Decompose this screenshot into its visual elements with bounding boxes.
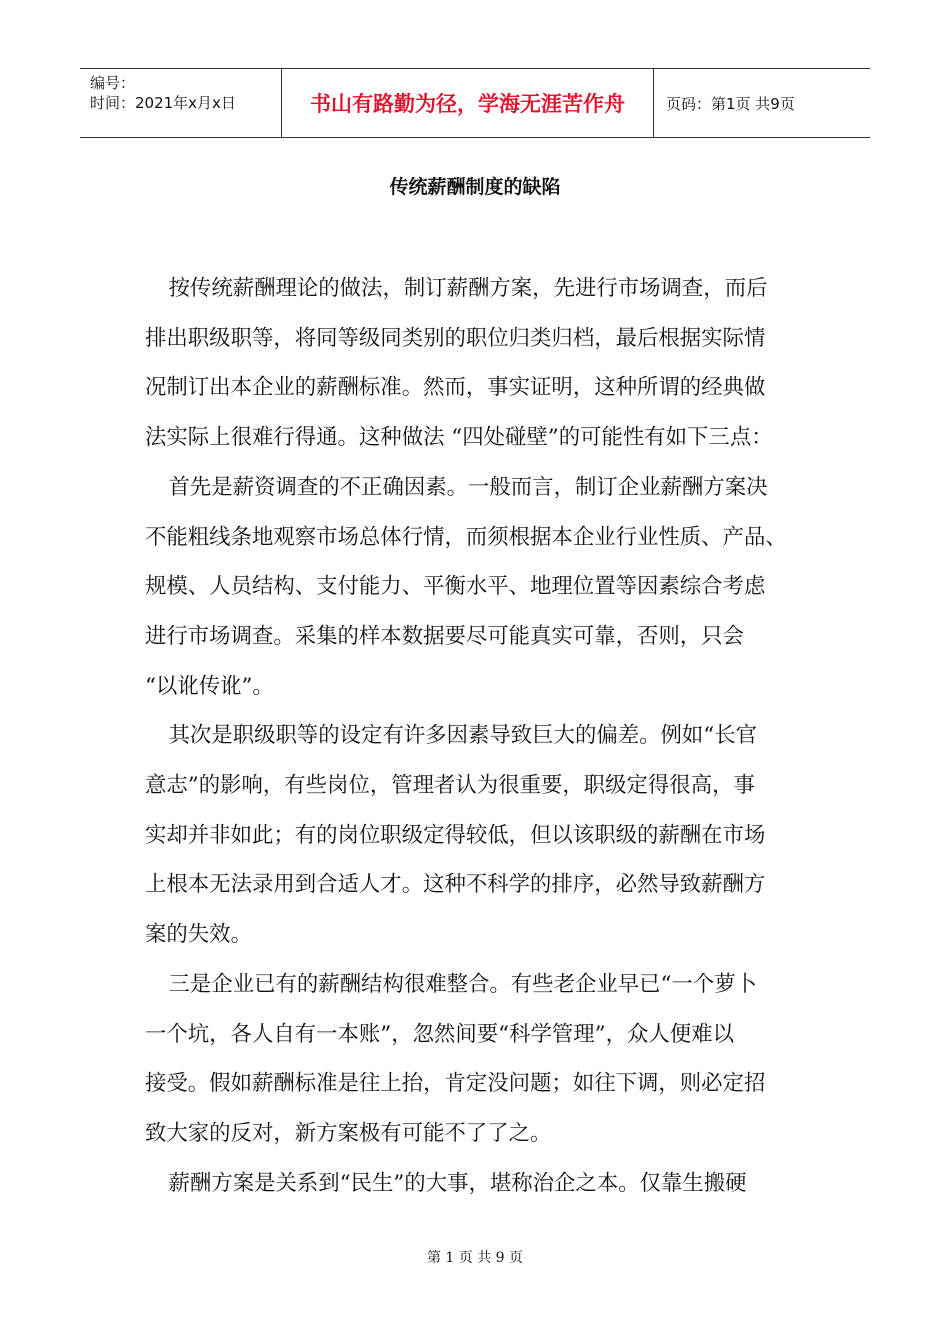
- header-meta-cell: [80, 69, 282, 137]
- header-page-cell: [654, 69, 870, 137]
- text-line: 其次是职级职等的设定有许多因素导致巨大的偏差。例如“长官: [168, 723, 758, 749]
- paragraph: [145, 711, 835, 960]
- text-line: 案的失效。: [145, 922, 252, 948]
- motto-text: 书山有路勤为径，学海无涯苦作舟: [310, 92, 625, 116]
- text-line: 不能粗线条地观察市场总体行情，而须根据本企业行业性质、产品、: [145, 524, 787, 550]
- paragraph: [145, 264, 835, 463]
- header-table: [80, 68, 870, 138]
- paragraph: [145, 463, 835, 712]
- text-line: 一个坑，各人自有一本账”，忽然间要“科学管理”，众人便难以: [145, 1021, 734, 1047]
- text-line: 按传统薪酬理论的做法，制订薪酬方案，先进行市场调查，而后: [168, 276, 768, 301]
- text-line: 三是企业已有的薪酬结构很难整合。有些老企业早已“一个萝卜: [168, 971, 758, 997]
- text-line: 薪酬方案是关系到“民生”的大事，堪称治企之本。仅靠生搬硬: [168, 1170, 747, 1196]
- text-line: 排出职级职等，将同等级同类别的职位归类归档，最后根据实际情: [145, 325, 766, 351]
- text-line: 实却并非如此；有的岗位职级定得较低，但以该职级的薪酬在市场: [145, 822, 766, 848]
- page-footer: 第 1 页 共 9 页: [426, 1250, 524, 1266]
- page-code: 页码：第1页 共9页: [666, 94, 795, 113]
- time-label: 时间：2021年x月x日: [90, 94, 236, 112]
- document-title: 传统薪酬制度的缺陷: [389, 176, 561, 198]
- header-motto-cell: [282, 69, 654, 137]
- text-line: 规模、人员结构、支付能力、平衡水平、地理位置等因素综合考虑: [145, 574, 766, 600]
- paragraph: [145, 960, 835, 1159]
- text-line: 进行市场调查。采集的样本数据要尽可能真实可靠，否则，只会: [145, 623, 744, 649]
- paragraph: [145, 1159, 835, 1209]
- text-line: 致大家的反对，新方案极有可能不了了之。: [145, 1120, 552, 1146]
- document-body: [145, 264, 835, 1208]
- text-line: 况制订出本企业的薪酬标准。然而，事实证明，这种所谓的经典做: [145, 375, 766, 401]
- number-label: 编号：: [90, 74, 136, 92]
- text-line: 法实际上很难行得通。这种做法 “四处碰壁”的可能性有如下三点：: [145, 425, 773, 451]
- text-line: “以讹传讹”。: [145, 673, 274, 699]
- text-line: 首先是薪资调查的不正确因素。一般而言，制订企业薪酬方案决: [168, 474, 768, 500]
- text-line: 意志”的影响，有些岗位，管理者认为很重要，职级定得很高，事: [145, 773, 755, 799]
- text-line: 接受。假如薪酬标准是往上抬，肯定没问题；如往下调，则必定招: [145, 1071, 766, 1097]
- text-line: 上根本无法录用到合适人才。这种不科学的排序，必然导致薪酬方: [145, 872, 766, 898]
